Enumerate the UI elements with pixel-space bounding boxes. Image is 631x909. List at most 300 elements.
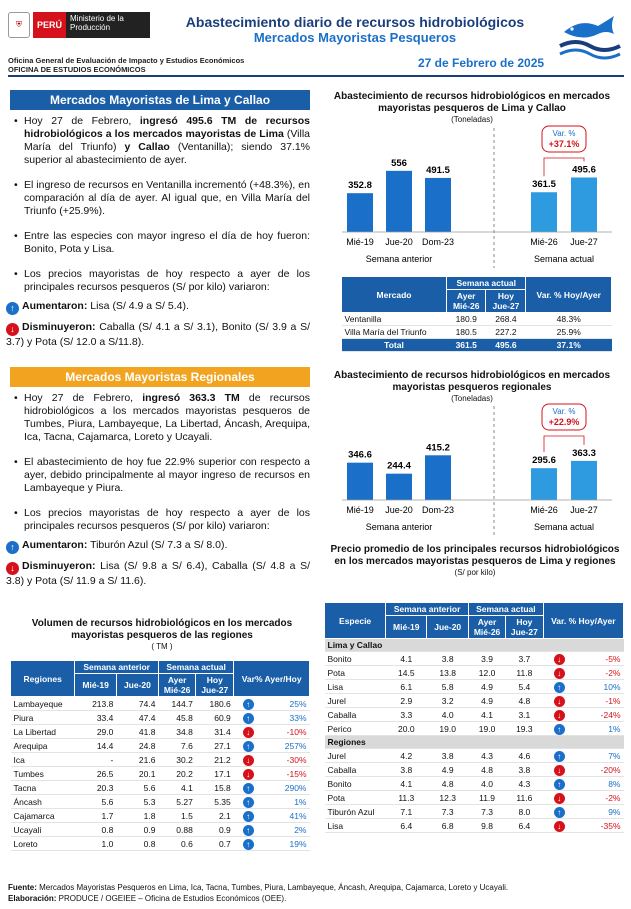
arrow-up-icon: ↑ [243,741,254,752]
value-cell: 47.4 [116,711,158,725]
chart1-unit: (Toneladas) [451,115,493,124]
bar-value-label: 295.6 [532,455,556,467]
th-mkt-ayer-d: Mié-26 [452,301,480,311]
price-cell: 4.3 [469,749,506,763]
total-label: Total [342,339,447,352]
price-cell: 11.3 [386,791,427,805]
table-row [325,694,624,708]
th-sem-act: Semana actual [158,661,233,674]
chart1-title: Abastecimiento de recursos hidrobiológicos en mercados mayoristas pesqueros de Lima y Callao [333,91,611,114]
price-cell: 4.3 [506,777,544,791]
group-label-curr: Semana actual [533,254,595,264]
price-cell: 6.4 [506,819,544,833]
bar-Dom-23 [425,455,451,500]
value-cell: 1.5 [158,809,195,823]
arrow-up-icon: ↑ [6,302,19,315]
elab-label: Elaboración: [8,894,57,903]
region-name: Cajamarca [11,809,75,823]
var-arrow-cell [234,837,266,851]
price-cell: 2.9 [386,694,427,708]
category-label: Dom-23 [421,237,455,247]
value-cell: 180.6 [196,697,234,711]
up1-label: Aumentaron: [22,300,88,312]
var-arrow-cell [543,749,578,763]
chart2-unit: (Toneladas) [451,394,493,403]
lima-callao-text [6,115,310,349]
table-row [11,725,310,739]
report-date: 27 de Febrero de 2025 [418,56,545,70]
group-label: Regiones [325,736,624,749]
price-cell: 6.4 [386,819,427,833]
arrow-up-icon: ↑ [243,699,254,710]
arrow-down-icon: ↓ [6,562,19,575]
var-value: 25% [265,697,309,711]
value-cell: 5.35 [196,795,234,809]
th-mkt-ayer [447,290,486,313]
bar-Jue-20 [386,474,412,500]
value-cell: 15.8 [196,781,234,795]
price-cell: 19.0 [427,722,469,736]
var-arrow-cell [234,753,266,767]
arrow-down-icon: ↓ [554,710,565,721]
value-cell: 45.8 [158,711,195,725]
th-p-c3a: Ayer [477,617,497,627]
var-value: -20% [578,763,623,777]
value-cell: 48.3% [526,313,612,326]
value-cell: 60.9 [196,711,234,725]
bar-value-label: 495.6 [572,164,596,176]
value-cell: 0.7 [196,837,234,851]
bar-value-label: 363.3 [572,447,596,459]
var-value: 7% [578,749,623,763]
bar-Jue-27 [571,461,597,500]
value-cell: 1.8 [116,809,158,823]
value-cell: 27.1 [196,739,234,753]
th-p-ant: Semana anterior [386,603,469,616]
arrow-up-icon: ↑ [243,783,254,794]
group-label-prev: Semana anterior [365,254,433,264]
src-text: Mercados Mayoristas Pesqueros en Lima, Ica, Tacna, Tumbes, Piura, Lambayeque, Áncash, Arequipa, Cajamarca, Loreto y Ucayali. [36,883,509,892]
table-row [342,326,612,339]
price-cell: 4.8 [506,694,544,708]
price-cell: 4.0 [469,777,506,791]
group-label-prev: Semana anterior [365,522,433,532]
bar-value-label: 244.4 [387,460,411,472]
th-regiones: Regiones [11,661,75,697]
group-row [325,639,624,652]
value-cell: 33.4 [75,711,116,725]
price-table-unit: (S/ por kilo) [454,568,496,577]
var-value: 257% [265,739,309,753]
value-cell: - [75,753,116,767]
var-arrow-cell [234,823,266,837]
elab-text: PRODUCE / OGEIEE – Oficina de Estudios Económicos (OEE). [56,894,287,903]
p1e: (Ventanilla); siendo 37.1% superior al abastecimiento de ayer. [24,141,310,166]
price-cell: 4.9 [427,763,469,777]
disminuyeron-line [6,321,310,349]
var-value: 33% [265,711,309,725]
th-mkt-hoy [486,290,526,313]
category-label: Jue-20 [385,237,413,247]
price-cell: 3.9 [469,652,506,666]
arrow-down-icon: ↓ [554,668,565,679]
value-cell: 17.1 [196,767,234,781]
peru-label: PERÚ [33,12,66,38]
th-p-c4 [506,616,544,639]
table-row [325,819,624,833]
var-value: 19% [265,837,309,851]
group-row [325,736,624,749]
price-cell: 7.3 [427,805,469,819]
th-sem-ant: Semana anterior [75,661,159,674]
price-cell: 11.9 [469,791,506,805]
table-row [11,823,310,837]
page-title: Abastecimiento diario de recursos hidrobiológicos [185,14,525,30]
value-cell: 24.8 [116,739,158,753]
value-cell: 25.9% [526,326,612,339]
var-arrow-cell [543,708,578,722]
aumentaron-line [6,300,310,315]
region-name: Ica [11,753,75,767]
species-name: Caballa [325,708,386,722]
bullet-ingreso [14,115,310,167]
value-cell: 213.8 [75,697,116,711]
value-cell: 41.8 [116,725,158,739]
th-c1: Mié-19 [75,674,116,697]
value-cell: 5.6 [75,795,116,809]
var-arrow-cell [234,809,266,823]
price-cell: 4.9 [469,694,506,708]
value-cell: 21.6 [116,753,158,767]
arrow-down-icon: ↓ [554,821,565,832]
region-name: Áncash [11,795,75,809]
arrow-up-icon: ↑ [554,779,565,790]
table-row [325,805,624,819]
market-table [341,276,612,352]
chart-regional [322,402,622,538]
table-row [325,680,624,694]
ministry-label: Ministerio de la Producción [66,12,150,38]
value-cell: 0.9 [196,823,234,837]
th-p-var: Var. % Hoy/Ayer [543,603,623,639]
table-row [11,767,310,781]
th-mercado: Mercado [342,277,447,313]
value-cell: 144.7 [158,697,195,711]
price-cell: 19.0 [469,722,506,736]
th-mkt-hoy-a: Hoy [497,291,514,301]
var-value: 1% [578,722,623,736]
market-name: Ventanilla [342,313,447,326]
price-cell: 5.4 [506,680,544,694]
value-cell: 0.6 [158,837,195,851]
category-label: Jue-27 [570,505,598,515]
price-cell: 3.2 [427,694,469,708]
species-name: Caballa [325,763,386,777]
vol-table-heading [14,618,310,651]
office-names [8,56,244,74]
table-row [325,652,624,666]
var-value: 1% [265,795,309,809]
value-cell: 5.6 [116,781,158,795]
category-label: Mié-26 [530,505,558,515]
total-row [342,339,612,352]
price-cell: 6.8 [427,819,469,833]
table-row [325,722,624,736]
bullet-reg-abastecimiento: • El abastecimiento de hoy fue 22.9% superior con respecto a ayer, debido principalmente al mayor ingreso de recursos en Lambayeque y Piura. [14,456,310,495]
species-name: Perico [325,722,386,736]
dn1-label: Disminuyeron: [22,321,96,333]
q1c: de recursos hidrobiológicos a los mercados mayoristas pesqueros de Tumbes, Piura, Lambayeque, La Libertad, Áncash, Arequipa, Ica, Tacna, Cajamarca, Loreto y Ucayali. [24,392,310,443]
src-label: Fuente: [8,883,37,892]
bar-value-label: 491.5 [426,164,450,176]
bar-Mié-26 [531,192,557,232]
dn1-text: Caballa (S/ 4.1 a S/ 3.1), Bonito (S/ 3.9 a S/ 3.7) y Pota (S/ 12.0 a S/11.8). [6,321,310,348]
office-estudios: OFICINA DE ESTUDIOS ECONÓMICOS [8,65,146,74]
price-cell: 13.8 [427,666,469,680]
p1c: (Villa María del Triunfo) [24,128,310,153]
footer [8,882,508,904]
value-cell: 34.8 [158,725,195,739]
value-cell: 4.1 [158,781,195,795]
arrow-down-icon: ↓ [6,323,19,336]
price-cell: 3.1 [506,708,544,722]
bar-Jue-20 [386,171,412,232]
bullet-precios: • Los precios mayoristas de hoy respecto a ayer de los principales recursos pesqueros (S/ por kilo) variaron: [14,268,310,294]
table-row [11,697,310,711]
reg-disminuyeron-line [6,560,310,588]
table-row [11,711,310,725]
price-cell: 11.8 [506,666,544,680]
table-row [325,749,624,763]
region-name: Piura [11,711,75,725]
category-label: Jue-20 [385,505,413,515]
category-label: Jue-27 [570,237,598,247]
var-value: 41% [265,809,309,823]
total-value: 37.1% [526,339,612,352]
bar-value-label: 346.6 [348,449,372,461]
var-arrow-cell [543,791,578,805]
group-label: Lima y Callao [325,639,624,652]
var-badge-label: Var. % [552,129,576,138]
var-arrow-cell [234,725,266,739]
bullet-especies: • Entre las especies con mayor ingreso el día de hoy fueron: Bonito, Pota y Lisa. [14,230,310,256]
th-mkt-act: Semana actual [447,277,526,290]
region-name: Tumbes [11,767,75,781]
value-cell: 14.4 [75,739,116,753]
bar-value-label: 415.2 [426,442,450,454]
th-c4a: Hoy [206,675,223,685]
p1a: Hoy 27 de Febrero, [24,115,140,127]
var-value: 2% [265,823,309,837]
table-row [11,809,310,823]
arrow-up-icon: ↑ [243,811,254,822]
var-value: -24% [578,708,623,722]
arrow-up-icon: ↑ [6,541,19,554]
th-c4b: Jue-27 [201,685,229,695]
section-lima-callao: Mercados Mayoristas de Lima y Callao [10,90,310,110]
fish-logo-icon [556,12,624,62]
species-name: Tiburón Azul [325,805,386,819]
price-cell: 3.3 [386,708,427,722]
dn2-label: Disminuyeron: [22,560,96,572]
var-arrow-cell [543,763,578,777]
price-cell: 4.8 [427,777,469,791]
table-row [325,708,624,722]
th-p-c4a: Hoy [516,617,533,627]
up2-text: Tiburón Azul (S/ 7.3 a S/ 8.0). [87,539,228,551]
value-cell: 1.7 [75,809,116,823]
var-arrow-cell [234,795,266,809]
price-cell: 12.0 [469,666,506,680]
price-cell: 4.1 [386,777,427,791]
price-table-body [325,639,624,833]
arrow-up-icon: ↑ [243,797,254,808]
value-cell: 20.3 [75,781,116,795]
var-value: -35% [578,819,623,833]
price-cell: 8.0 [506,805,544,819]
arrow-down-icon: ↓ [554,654,565,665]
arrow-down-icon: ↓ [554,793,565,804]
th-p-act: Semana actual [469,603,544,616]
th-c3 [158,674,195,697]
var-value: 9% [578,805,623,819]
value-cell: 0.9 [116,823,158,837]
th-c3b: Mié-26 [163,685,191,695]
q1a: Hoy 27 de Febrero, [24,392,143,404]
price-cell: 3.8 [427,749,469,763]
species-name: Lisa [325,819,386,833]
price-cell: 20.0 [386,722,427,736]
vol-table-title: Volumen de recursos hidrobiológicos en los mercados mayoristas pesqueros de las regiones [31,618,293,641]
value-cell: 20.1 [116,767,158,781]
arrow-down-icon: ↓ [243,755,254,766]
th-c4 [196,674,234,697]
var-arrow-cell [543,680,578,694]
chart2-heading [322,370,622,403]
up1-text: Lisa (S/ 4.9 a S/ 5.4). [87,300,189,312]
th-var: Var% Ayer/Hoy [234,661,310,697]
th-mkt-ayer-a: Ayer [456,291,476,301]
var-value: 8% [578,777,623,791]
species-name: Pota [325,666,386,680]
table-row [325,763,624,777]
p1b: ingresó 495.6 TM de recursos hidrobiológicos a los mercados mayoristas de Lima [24,115,310,140]
table-row [325,777,624,791]
vol-table-unit: ( TM ) [151,642,173,651]
region-name: Lambayeque [11,697,75,711]
var-value: 290% [265,781,309,795]
region-name: Ucayali [11,823,75,837]
value-cell: 227.2 [486,326,526,339]
var-arrow-cell [234,739,266,753]
price-cell: 3.8 [506,763,544,777]
total-value: 361.5 [447,339,486,352]
var-arrow-cell [543,652,578,666]
bar-value-label: 361.5 [532,179,556,191]
price-cell: 4.2 [386,749,427,763]
price-cell: 5.8 [427,680,469,694]
coat-of-arms-icon: ⛨ [8,12,30,38]
volume-table-body [11,697,310,851]
value-cell: 180.9 [447,313,486,326]
arrow-up-icon: ↑ [554,751,565,762]
arrow-down-icon: ↓ [243,727,254,738]
var-value: -2% [578,791,623,805]
table-row [11,781,310,795]
value-cell: 26.5 [75,767,116,781]
price-cell: 4.8 [469,763,506,777]
market-name: Villa María del Triunfo [342,326,447,339]
th-especie: Especie [325,603,386,639]
q1b: ingresó 363.3 TM [142,392,240,404]
page-subtitle: Mercados Mayoristas Pesqueros [253,30,457,45]
price-cell: 4.6 [506,749,544,763]
th-p-c1: Mié-19 [386,616,427,639]
price-cell: 4.1 [386,652,427,666]
bar-Jue-27 [571,177,597,232]
price-cell: 3.8 [386,763,427,777]
value-cell: 29.0 [75,725,116,739]
category-label: Dom-23 [421,505,455,515]
th-mkt-var: Var. % Hoy/Ayer [526,277,612,313]
reg-aumentaron-line [6,539,310,554]
price-cell: 7.3 [469,805,506,819]
var-arrow-cell [234,781,266,795]
table-row [11,795,310,809]
bar-value-label: 556 [391,157,407,169]
value-cell: 31.4 [196,725,234,739]
header-divider [8,75,624,77]
th-mkt-hoy-d: Jue-27 [492,301,520,311]
region-name: Tacna [11,781,75,795]
chart2-title: Abastecimiento de recursos hidrobiológicos en mercados mayoristas pesqueros regionales [333,370,611,393]
price-cell: 9.8 [469,819,506,833]
price-cell: 11.6 [506,791,544,805]
value-cell: 0.8 [75,823,116,837]
arrow-up-icon: ↑ [554,724,565,735]
value-cell: 21.2 [196,753,234,767]
arrow-down-icon: ↓ [554,765,565,776]
var-badge-label: Var. % [552,407,576,416]
category-label: Mié-19 [346,505,374,515]
price-table [324,602,624,833]
value-cell: 1.0 [75,837,116,851]
regionales-text [6,392,310,588]
arrow-down-icon: ↓ [554,696,565,707]
price-cell: 7.1 [386,805,427,819]
region-name: Loreto [11,837,75,851]
th-p-c3b: Mié-26 [473,627,501,637]
species-name: Lisa [325,680,386,694]
value-cell: 0.8 [116,837,158,851]
bullet-reg-precios: • Los precios mayoristas de hoy respecto a ayer de los principales recursos pesqueros (S/ por kilo) variaron: [14,507,310,533]
var-value: -1% [578,694,623,708]
price-cell: 4.9 [469,680,506,694]
var-arrow-cell [543,666,578,680]
var-arrow-cell [543,819,578,833]
value-cell: 30.2 [158,753,195,767]
dn2-text: Lisa (S/ 9.8 a S/ 6.4), Caballa (S/ 4.8 a S/ 3.8) y Pota (S/ 11.9 a S/ 11.6). [6,560,310,587]
bar-Mié-26 [531,468,557,500]
value-cell: 0.88 [158,823,195,837]
price-cell: 19.3 [506,722,544,736]
value-cell: 2.1 [196,809,234,823]
chart1-heading [322,91,622,124]
var-arrow-cell [234,697,266,711]
species-name: Pota [325,791,386,805]
bar-Mié-19 [347,463,373,500]
th-c2: Jue-20 [116,674,158,697]
